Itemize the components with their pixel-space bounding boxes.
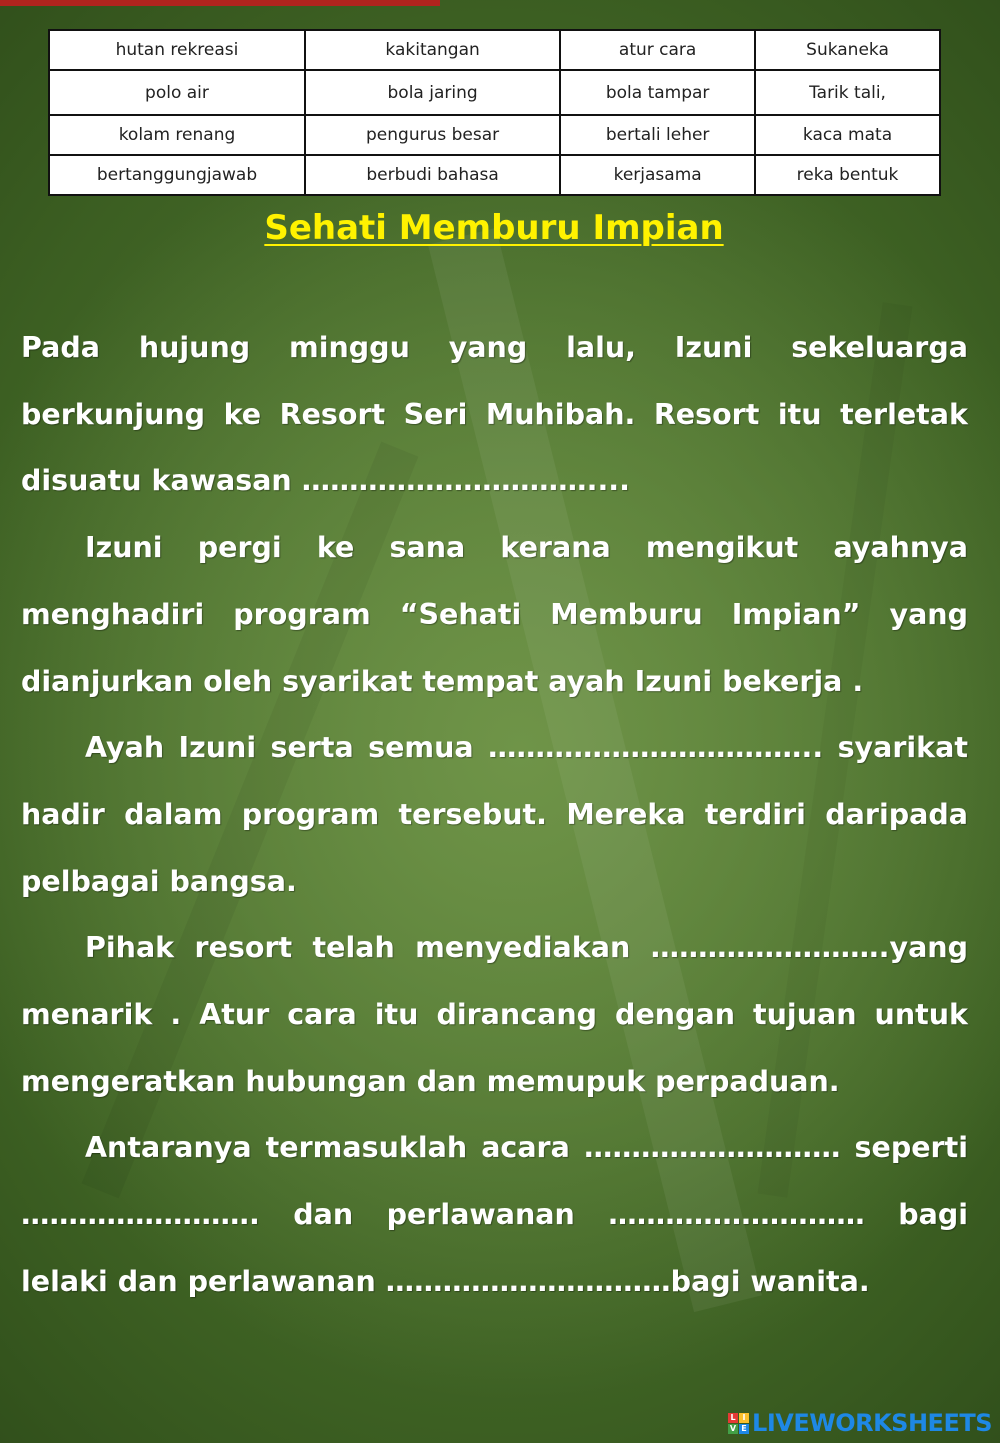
word-bank-cell: polo air (49, 70, 305, 115)
story-paragraph: Izuni pergi ke sana kerana mengikut ayahnya menghadiri program “Sehati Memburu Impian” yang dianjurkan oleh syarikat tempat ayah Izuni bekerja . (21, 531, 968, 698)
liveworksheets-logo (728, 1409, 992, 1437)
liveworksheets-wordmark: LIVEWORKSHEETS (752, 1409, 992, 1437)
word-bank-cell: berbudi bahasa (305, 155, 560, 195)
story-title-text: Sehati Memburu Impian (264, 208, 724, 248)
word-bank-cell: bola jaring (305, 70, 560, 115)
word-bank-cell: atur cara (560, 30, 755, 70)
liveworksheets-mark-icon: L I V E (728, 1413, 749, 1434)
word-bank-row (49, 70, 940, 115)
word-bank-cell: Tarik tali, (755, 70, 940, 115)
word-bank-row (49, 155, 940, 195)
word-bank-cell: kolam renang (49, 115, 305, 155)
word-bank-cell: kerjasama (560, 155, 755, 195)
story-paragraph: Ayah Izuni serta semua …………………………….. syarikat hadir dalam program tersebut. Mereka terdiri daripada pelbagai bangsa. (21, 731, 968, 898)
word-bank-table (48, 29, 941, 196)
story-paragraph: Pada hujung minggu yang lalu, Izuni sekeluarga berkunjung ke Resort Seri Muhibah. Resort itu terletak disuatu kawasan ………………………….... (21, 331, 968, 498)
top-red-strip (0, 0, 440, 6)
word-bank-cell: pengurus besar (305, 115, 560, 155)
word-bank-row (49, 115, 940, 155)
word-bank-cell: bertanggungjawab (49, 155, 305, 195)
word-bank-cell: hutan rekreasi (49, 30, 305, 70)
word-bank-cell: Sukaneka (755, 30, 940, 70)
word-bank-cell: bola tampar (560, 70, 755, 115)
word-bank-cell: kaca mata (755, 115, 940, 155)
word-bank-row (49, 30, 940, 70)
story-paragraph: Antaranya termasuklah acara ……………………… seperti ……………………. dan perlawanan ……………………… bagi lelaki dan perlawanan …………………………bagi wanita. (21, 1131, 968, 1298)
word-bank-cell: kakitangan (305, 30, 560, 70)
story-paragraph: Pihak resort telah menyediakan …………………….yang menarik . Atur cara itu dirancang dengan tujuan untuk mengeratkan hubungan dan memupuk perpaduan. (21, 931, 968, 1098)
word-bank-cell: reka bentuk (755, 155, 940, 195)
story-title (0, 208, 988, 248)
word-bank-cell: bertali leher (560, 115, 755, 155)
story-body (21, 315, 968, 1316)
